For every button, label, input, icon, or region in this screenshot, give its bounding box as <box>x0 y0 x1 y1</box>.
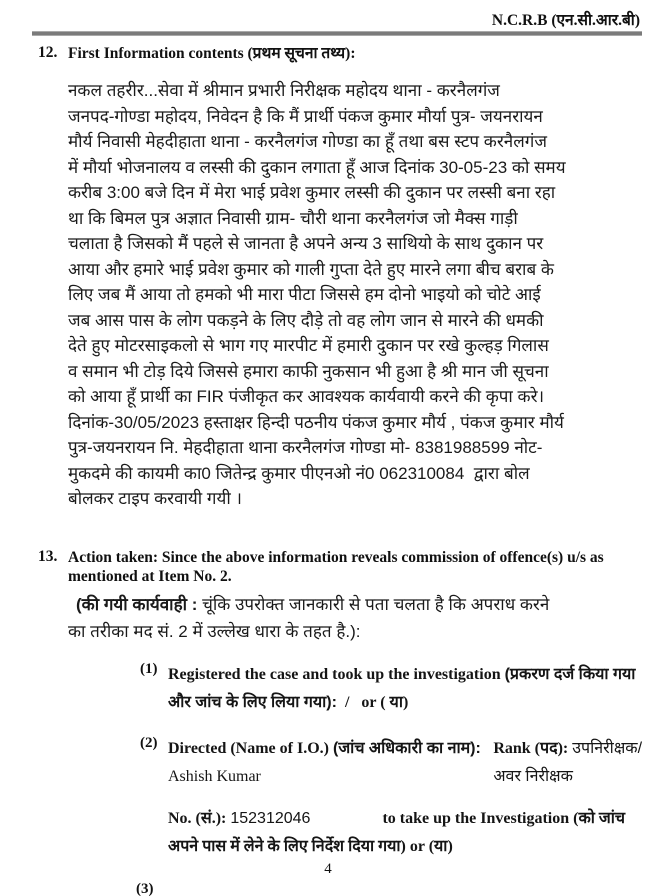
sub-item-2-directed-io <box>68 735 656 861</box>
paragraph-line: पुत्र-जयनरायन नि. मेहदीहाता थाना करनैलगंज गोण्डा मो- 8381988599 नोट- <box>68 438 543 457</box>
ncrb-header-title: N.C.R.B (एन.सी.आर.बी) <box>491 12 640 29</box>
header-divider <box>32 31 642 36</box>
paragraph-line: व समान भी टोड़ दिये जिससे हमारा काफी नुकसान भी हुआ है श्री मान जी सूचना <box>68 361 549 381</box>
page-number: 4 <box>324 861 332 877</box>
paragraph-line: आया और हमारे भाई प्रवेश कुमार को गाली गुप्ता देते हुए मारने लगा बीच बराब के <box>68 259 554 279</box>
item-12-first-information-contents <box>0 44 656 512</box>
rank-label: Rank (पद): <box>493 739 573 757</box>
paragraph-line: मौर्य निवासी मेहदीहाता थाना - करनैलगंज गोण्डा का हूँ तथा बस स्टप करनैलगंज <box>68 132 547 151</box>
sub-item-3-number: (3) <box>136 880 154 896</box>
io-number-row <box>168 805 656 861</box>
paragraph-line: जब आस पास के लोग पकड़ने के लिए दौड़े तो वह लोग जान से मारने की धमकी <box>68 310 544 330</box>
paragraph-line: देते हुए मोटरसाइकलो से भाग गए मारपीट में हमारी दुकान पर रखे कुल्हड़ गिलास <box>68 336 549 355</box>
rank-value: उपनिरीक्षक/ अवर निरीक्षक <box>493 739 647 785</box>
take-up-investigation-text: to take up the Investigation (को जांच अपने पास में लेने के लिए निर्देश दिया गया) or (या) <box>168 809 630 855</box>
sub-item-1-text <box>168 661 656 717</box>
paragraph-line: लिए जब मैं आया तो हमको भी मारा पीटा जिससे हम दोनो भाइयो को चोटे आई <box>68 285 541 304</box>
paragraph-line: मुकदमे की कायमी का0 जितेन्द्र कुमार पीएनओ नं0 062310084 द्वारा बोल <box>68 463 530 483</box>
registered-case-or-option: / or ( या) <box>336 693 409 711</box>
sub-item-2-number: (2) <box>140 734 158 751</box>
directed-label-hindi: (जांच अधिकारी का नाम): <box>332 739 486 757</box>
paragraph-line: चलाता है जिसको मैं पहले से जानता है अपने अन्य 3 साथियो के साथ दुकान पर <box>68 234 544 253</box>
io-number-label: No. (सं.): <box>168 809 231 827</box>
item-12-number: 12. <box>38 44 58 61</box>
action-taken-hindi-lead: (की गयी कार्यवाही : <box>76 594 198 614</box>
directed-io-left-column <box>168 735 493 791</box>
sub-item-1-registered-case <box>68 661 656 717</box>
registered-case-label-english: Registered the case and took up the investigation <box>168 665 505 683</box>
item-13-heading-hindi <box>68 591 628 645</box>
io-name-value: Ashish Kumar <box>168 767 261 785</box>
paragraph-line: जनपद-गोण्डा महोदय, निवेदन है कि मैं प्रार्थी पंकज कुमार मौर्या पुत्र- जयनरायन <box>68 106 543 126</box>
registered-case-label-hindi: (प्रकरण दर्ज किया गया और जांच के लिए लिया गया): <box>168 665 640 711</box>
item-13-action-taken <box>0 547 656 896</box>
paragraph-line: बोलकर टाइप करवायी गयी । <box>68 489 242 508</box>
item-12-heading: First Information contents (प्रथम सूचना तथ्य): <box>68 45 356 62</box>
action-taken-hindi-rest: चूंकि उपरोक्त जानकारी से पता चलता है कि अपराध करने <box>197 594 550 614</box>
paragraph-line: में मौर्या भोजनालय व लस्सी की दुकान लगाता हूँ आज दिनांक 30-05-23 को समय <box>68 157 566 177</box>
directed-label-english: Directed (Name of I.O.) <box>168 739 333 757</box>
paragraph-line: करीब 3:00 बजे दिन में मेरा भाई प्रवेश कुमार लस्सी की दुकान पर लस्सी बना रहा <box>68 183 556 202</box>
paragraph-line: था कि बिमल पुत्र अज्ञात निवासी ग्राम- चौरी थाना करनैलगंज जो मैक्स गाड़ी <box>68 208 518 228</box>
paragraph-line: नकल तहरीर...सेवा में श्रीमान प्रभारी निरीक्षक महोदय थाना - करनैलगंज <box>68 81 500 100</box>
action-taken-hindi-line2: का तरीका मद सं. 2 में उल्लेख धारा के तहत है.): <box>68 621 361 641</box>
rank-right-column <box>493 735 656 791</box>
directed-io-columns <box>168 735 656 791</box>
io-number-value: 152312046 <box>230 809 311 827</box>
item-13-number: 13. <box>38 547 58 565</box>
paragraph-line: दिनांक-30/05/2023 हस्ताक्षर हिन्दी पठनीय पंकज कुमार मौर्य , पंकज कुमार मौर्य <box>68 412 564 432</box>
item-13-heading-english: Action taken: Since the above information reveals commission of offence(s) u/s as mentioned at Item No. 2. <box>68 548 608 585</box>
sub-item-1-number: (1) <box>140 660 158 677</box>
first-information-paragraph <box>68 78 656 512</box>
paragraph-line: को आया हूँ प्रार्थी का FIR पंजीकृत कर आवश्यक कार्यवायी करने की कृपा करे। <box>68 387 545 406</box>
document-content <box>0 44 656 896</box>
